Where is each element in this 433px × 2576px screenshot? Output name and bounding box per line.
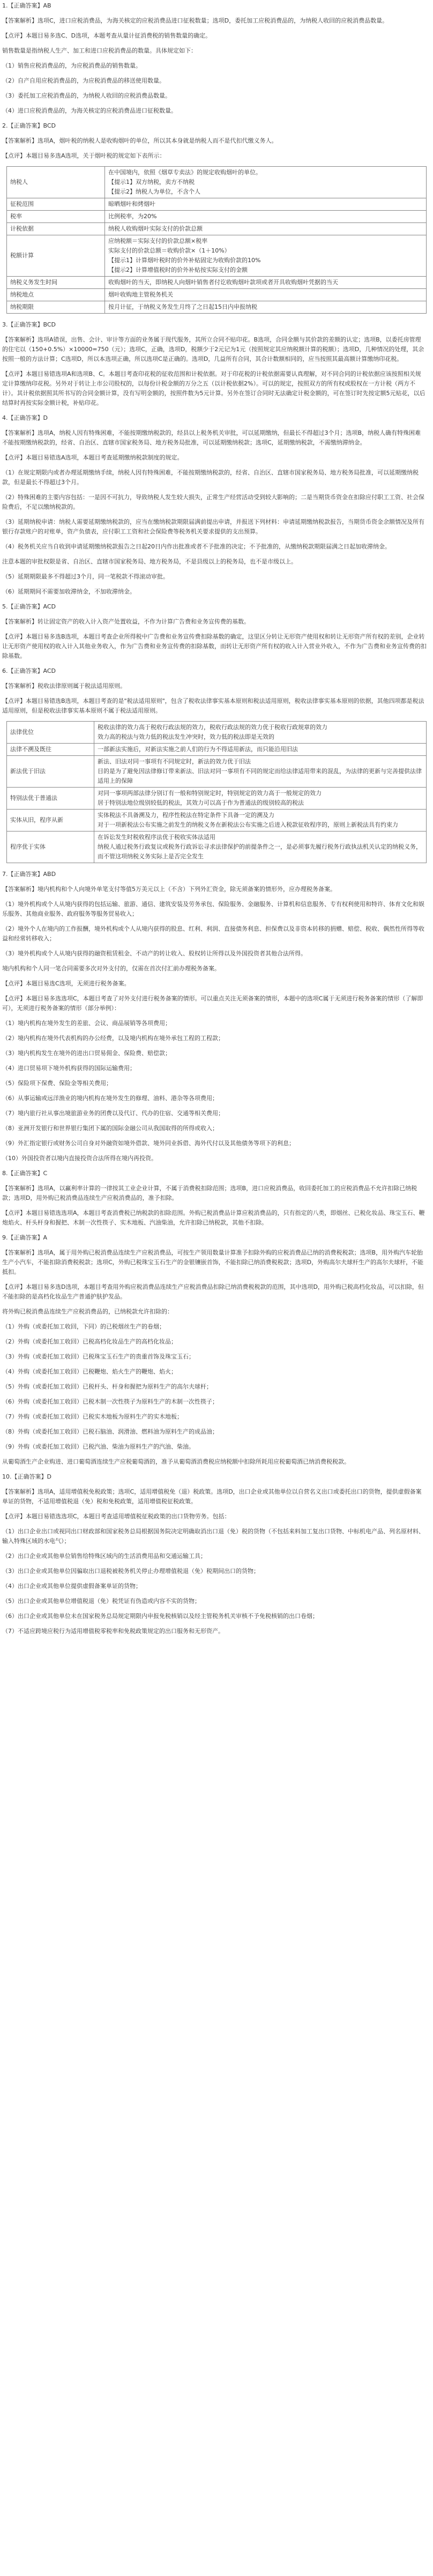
q3-answer: 3.【正确答案】BCD	[2, 321, 56, 328]
question-3	[2, 320, 427, 408]
cell-line: 比例税率，为20%	[108, 213, 157, 220]
row-content	[94, 722, 427, 744]
row-header: 新法优于旧法	[7, 756, 94, 788]
row-header: 纳税期限	[7, 301, 105, 314]
row-content	[94, 756, 427, 788]
row-header: 法律优位	[7, 722, 94, 744]
q8-analysis: 【答案解析】选项A，以赢利率计算的一律按其工业企业计算，不属于消费税扣除范围；选项B，进口应税消费品，收回委托加工的应税消费品不允许扣除已纳税款；选项D，用外购已税消费品连续生产应税消费品的，准予扣除。	[2, 1185, 417, 1201]
table-row	[7, 756, 427, 788]
q4-analysis: 【答案解析】选项A，纳税人因有特殊困难，不能按期缴纳税款的，经县以上税务机关审批，可以延期缴纳，但最长不得超过3个月；选项B，纳税人确有特殊困难不能按期缴纳税款的，经省、自治区、直辖市国家税务局、地方税务局批准，可以延期缴纳税款；选项C，延期缴纳税款，不需缴纳滞纳金。	[2, 429, 421, 446]
cell-line: 烟叶收购地主管税务机关	[108, 291, 173, 298]
q9-item: （8）外购（或委托加工收回）已税石脑油、润滑油、燃料油为原料生产的成品油；	[2, 1428, 218, 1435]
q7-item: （2）境内机构在境外代表机构的办公经费，以及境内机构在境外承包工程的工程款；	[2, 1035, 224, 1042]
cell-line: 【提示1】计算烟叶税时的价外补贴固定为收购价款的10%	[108, 257, 261, 264]
q1-item: （4）进口应税消费品的，为海关核定的应税消费品进口征税数量。	[2, 107, 177, 114]
q2-answer: 2.【正确答案】BCD	[2, 122, 56, 129]
row-header: 纳税义务发生时间	[7, 277, 105, 289]
row-content	[105, 198, 427, 211]
q7-item: （5）保险项下保费、保险金等相关费用；	[2, 1080, 112, 1087]
question-2	[2, 121, 427, 314]
tax-law-principles-table	[6, 721, 427, 863]
q7-item: （6）从事运输或远洋渔业的境内机构在境外发生的修理、油料、港杂等各项费用；	[2, 1095, 218, 1102]
question-8	[2, 1169, 427, 1228]
row-content	[94, 788, 427, 810]
q9-item: （5）外购（或委托加工收回）已税杆头、杆身和握把为原料生产的高尔夫球杆；	[2, 1383, 212, 1390]
cell-line: 对同一事项两部法律分别订有一般和特别规定时，特别规定的效力高于一般规定的效力	[98, 790, 322, 797]
row-content	[94, 744, 427, 756]
question-1	[2, 1, 427, 116]
row-header: 纳税地点	[7, 289, 105, 301]
q8-point: 【点评】本题目易错选选项A，本题目考查消费税已纳税款的扣除范围。外购已税消费品计算应税消费品的，只有指定的八类，即烟丝、已税化妆品、珠宝玉石、鞭炮焰火、杆头杆身和握把、木制一次性筷子、实木地板、汽油柴油，允许扣除已纳税款，其他不扣除。	[2, 1209, 425, 1226]
table-row	[7, 198, 427, 211]
q9-point-title: 【点评】本题目易多选D选项，本题目考查用外购应税消费品连续生产应税消费品扣除已纳消费税税款的范围，其中选项D，用外购已税高档化妆品，可以扣除，但不能扣除的是高档化妆品生产普通护肤护发品。	[2, 1283, 424, 1300]
cell-line: 新法、旧法对同一事项有不同规定时，新法的效力优于旧法	[98, 758, 251, 765]
q3-point: 【点评】本题目易错选项A和选项B、C。本题目考查印花税的征收范围和计税依据。对于印花税的计税依据需要认真理解，对不同合同的计税依据应该按照相关规定计算缴纳印花税。另外对于转让上市公司股权的，以每份计税金额的万分之五（以计税依据2%）。可以的规定，按照双方的所有权或股权在一方计税（两方不计）。其计税依据照其所书写的合同金额计算，没有写明金额的，按照件数为5元计算。另外在签订合同时无法确定计税金额的，可在签订时先按定额5元贴花，以后结算时再按实际金额计税，补贴印花。	[2, 370, 425, 406]
cell-line: 【提示1】双方纳税，卖方不纳税	[108, 179, 195, 185]
q4-note: （6）延期期间不需要加收滞纳金，不加收滞纳金。	[2, 588, 136, 595]
table-row	[7, 722, 427, 744]
table-row	[7, 277, 427, 289]
q10-item: （2）出口企业或其他单位销售给特殊区域内的生活消费用品和交通运输工具；	[2, 1553, 206, 1560]
q7-item: （7）境内旅行社从事出境旅游业务的团费以及代订、代办的住宿、交通等相关费用；	[2, 1110, 224, 1117]
q2-point-title: 【点评】本题目易多选A选项，关于烟叶税的规定如下表所示：	[2, 152, 166, 159]
q1-answer: 1.【正确答案】AB	[2, 2, 51, 9]
q10-item: （6）出口企业或其他单位未在国家税务总局规定期限内申报免税核销以及经主管税务机关审核不予免税核销的出口卷烟；	[2, 1613, 318, 1620]
cell-line: 实体税法不具备溯及力，程序性税法在特定条件下具备一定的溯及力	[98, 812, 274, 819]
q8-answer: 8.【正确答案】C	[2, 1170, 48, 1177]
table-row	[7, 301, 427, 314]
q4-item: （2）特殊困难的主要内容包括：一是因不可抗力，导致纳税人发生较大损失，正常生产经营活动受到较大影响的；二是当期货币资金在扣除应付职工工资、社会保险费后，不足以缴纳税款的。	[2, 494, 424, 510]
q1-intro: 销售数量是指纳税人生产、加工和进口应税消费品的数量。具体规定如下：	[2, 47, 197, 54]
q10-item: （5）出口企业或其他单位增值税退（免）税凭证有伪造或内容不实的货物；	[2, 1598, 200, 1605]
cell-line: 纳税人收购烟叶实际支付的价款总额	[108, 225, 203, 232]
q7-point: 【点评】本题目易多选选项C，本题目考查了对外支付进行税务备案的情形。可以重点关注无须备案的情形，本题中的选项C属于无须进行税务备案的情形（了解即可），无须进行税务备案的情形（部分举例）：	[2, 995, 423, 1012]
q9-item: （3）外购（或委托加工收回）已税珠宝玉石生产的贵重首饰及珠宝玉石；	[2, 1353, 195, 1360]
row-header: 特别法优于普通法	[7, 788, 94, 810]
row-header: 实体从旧，程序从新	[7, 810, 94, 832]
table-row	[7, 167, 427, 198]
q9-item: （7）外购（或委托加工收回）已税实木地板为原料生产的实木地板；	[2, 1413, 183, 1420]
q4-point-title: 【点评】本题目易错选A选项，本题目考查延期缴纳税款制度的规定。	[2, 454, 183, 461]
q9-answer: 9.【正确答案】A	[2, 1234, 48, 1241]
table-row	[7, 211, 427, 223]
cell-line: 目的是为了避免因法律修订带来新法、旧法对同一事项有不同的规定而给法律适用带来的混乱，为法律的更新与完善提供法律适用上的保障	[98, 768, 422, 784]
cell-line: 一部新法实施后，对新法实施之前人们的行为不得适用新法，而只能沿用旧法	[98, 746, 298, 753]
q10-analysis: 【答案解析】选项A，适用增值税免税政策；选项C，适用增值税免（退）税政策。选项D，出口企业或其他单位以自营名义出口或委托出口的货物，提供虚假备案单证的货物，不适用增值税退（免）税和免税政策，适用增值税征税政策。	[2, 1488, 422, 1505]
row-header: 纳税人	[7, 167, 105, 198]
q9-item: （1）外购（或委托加工收回，下同）的已税烟丝生产的卷烟；	[2, 1323, 165, 1330]
cell-line: 【提示2】纳税人为单位，不含个人	[108, 188, 200, 195]
row-header: 征税范围	[7, 198, 105, 211]
row-content	[105, 167, 427, 198]
q5-analysis: 【答案解析】转让固定资产的收入计入资产处置收益，不作为计算广告费和业务宣传费的基数。	[2, 618, 250, 625]
q4-note: （5）延期期限最多不得超过3个月，同一笔税款不得滚动审批。	[2, 573, 169, 580]
q10-item: （4）出口企业或其他单位提供虚假备案单证的货物；	[2, 1583, 141, 1590]
question-5	[2, 602, 427, 661]
row-content	[105, 211, 427, 223]
cell-line: 在诉讼发生时税收程序法优于税收实体法适用	[98, 834, 215, 841]
q10-item: （3）出口企业或其他单位因骗取出口退税被税务机关停止办理增值税退（免）税期间出口的货物；	[2, 1568, 259, 1575]
q7-point-title: 【点评】本题目易选C选项，无须进行税务备案。	[2, 980, 130, 987]
table-row	[7, 810, 427, 832]
q9-item: （6）外购（或委托加工收回）已税木制一次性筷子为原料生产的木制一次性筷子；	[2, 1398, 218, 1405]
q6-analysis: 【答案解析】税收法律原则属于税法适用原则。	[2, 682, 126, 689]
cell-line: 应纳税额＝实际支付的价款总额×税率	[108, 237, 208, 244]
q7-paragraph: （1）境外机构或个人从境内获得的包括运输、旅游、通信、建筑安装及劳务承包、保险服务、金融服务、计算机和信息服务、专有权利使用和特许、体育文化和娱乐服务、其他商业服务、政府服务等服务贸易收入；	[2, 901, 424, 917]
cell-line: 纳税人通过税务行政复议或税务行政诉讼寻求法律保护的前提条件之一，是必须事先履行税务行政执法机关认定的纳税义务，而不管这项纳税义务实际上是否完全发生	[98, 843, 422, 860]
q7-item: （4）进口贸易项下境外机构获得的国际运输费用；	[2, 1065, 136, 1072]
cell-line: 收购烟叶的当天，即纳税人向烟叶销售者付讫收购烟叶款项或者开具收购烟叶凭据的当天	[108, 279, 338, 286]
table-row	[7, 289, 427, 301]
q7-paragraph: （3）境外机构或个人从境内获得的融资租赁租金、不动产的转让收入、股权转让所得以及外国投资者其他合法所得。	[2, 950, 307, 957]
q7-item: （1）境内机构在境外发生的差旅、会议、商品展销等各项费用；	[2, 1020, 171, 1027]
q2-analysis: 【答案解析】选项A，烟叶税的纳税人是收购烟叶的单位，所以其本身就是纳税人而不是代扣代缴义务人。	[2, 137, 278, 144]
q1-item: （3）委托加工应税消费品的，为纳税人收回的应税消费品数量。	[2, 92, 171, 99]
row-content	[94, 810, 427, 832]
q9-item: （9）外购（或委托加工收回）已税汽油、柴油为原料生产的汽油、柴油。	[2, 1443, 195, 1450]
q10-item: （1）出口企业出口或视同出口财政部和国家税务总局根据国务院决定明确取消出口退（免）税的货物（不包括来料加工复出口货物、中标机电产品、列名原材料、输入特殊区域的水电气）；	[2, 1528, 424, 1545]
row-content	[94, 832, 427, 863]
row-header: 程序优于实体	[7, 832, 94, 863]
row-header: 税率	[7, 211, 105, 223]
row-header: 法律不溯及既往	[7, 744, 94, 756]
q5-answer: 5.【正确答案】ACD	[2, 603, 56, 610]
q7-analysis: 【答案解析】境内机构和个人向境外单笔支付等值5万美元以上（不含）下列外汇资金，除无须备案的情形外，应办理税务备案。	[2, 886, 336, 893]
cell-line: 效力高的税法与效力低的税法发生冲突时，效力低的税法即是无效的	[98, 733, 274, 740]
q7-item: （10）外国投资者以境内直接投资合法所得在境内再投资。	[2, 1155, 157, 1162]
question-6	[2, 666, 427, 863]
row-content	[105, 235, 427, 277]
cell-line: 对于一项新税法公布实施之前发生的纳税义务在新税法公布实施之后进入税款征收程序的，原则上新税法具有约束力	[98, 821, 398, 828]
cell-line: 实际支付的价款总额＝收购价款×（1＋10%）	[108, 247, 230, 254]
table-row	[7, 832, 427, 863]
question-7	[2, 870, 427, 1163]
q7-item: （8）亚洲开发银行和世界银行集团下属的国际金融公司从我国取得的所得或收入；	[2, 1125, 218, 1132]
cell-line: 按月计征，于纳税义务发生月终了之日起15日内申报纳税	[108, 303, 257, 310]
cell-line: 晾晒烟叶和烤烟叶	[108, 201, 155, 207]
q4-note: 注意本题的审批权限是省、自治区、直辖市国家税务局、地方税务局，不是县级以上的税务局，也不是市级以上。	[2, 558, 297, 565]
q9-intro: 将外购已税消费品连续生产应税消费品的，已纳税款允许扣除的：	[2, 1308, 173, 1315]
table-row	[7, 223, 427, 235]
q7-answer: 7.【正确答案】ABD	[2, 871, 56, 878]
tobacco-tax-table	[6, 166, 427, 314]
row-header: 计税依据	[7, 223, 105, 235]
q9-item: （4）外购（或委托加工收回）已税鞭炮、焰火生产的鞭炮、焰火；	[2, 1368, 177, 1375]
q9-analysis: 【答案解析】选项A，属于用外购已税消费品连续生产应税消费品，可按生产领用数量计算准予扣除外购的应税消费品已纳的消费税税款；选项B，用外购汽车轮胎生产小汽车，不能扣除消费税税款；选项C，外购已税珠宝玉石生产的金银镶嵌首饰，不能扣除已纳消费税税款；选项D，外购高尔夫球杆生产的高尔夫球杆，不能抵扣。	[2, 1249, 424, 1275]
row-content	[105, 301, 427, 314]
q10-answer: 10.【正确答案】D	[2, 1473, 51, 1480]
question-9	[2, 1233, 427, 1467]
q4-item: （4）税务机关应当自收到申请延期缴纳税款报告之日起20日内作出批准或者不予批准的决定；不予批准的，从缴纳税款期限届满之日起加收滞纳金。	[2, 543, 391, 550]
q1-analysis: 【答案解析】选项C，进口应税消费品，为海关核定的应税消费品进口征税数量；选项D，委托加工应税消费品的，为纳税人收回的应税消费品数量。	[2, 17, 389, 24]
table-row	[7, 235, 427, 277]
q4-item: （1）在规定期限内或者办理延期缴纳手续，纳税人因有特殊困难，不能按期缴纳税款的，经省、自治区、直辖市国家税务局、地方税务局批准，可以延期缴纳税款，但是最长不得超过3个月。	[2, 469, 419, 486]
q5-point: 【点评】本题目易多选B选项，本题目考查企业所得税中广告费和业务宣传费扣除基数的确定，这里区分转让无形资产使用权和转让无形资产所有权的差别，企业转让无形资产使用权的收入计入其他业务收入，作为广告费和业务宣传费的扣除基数，而转让无形资产所有权的收入计入营业外收入，不作为广告费和业务宣传费的扣除基数。	[2, 633, 427, 659]
q4-item: （3）延期纳税申请：纳税人需要延期缴纳税款的，应当在缴纳税款期限届满前提出申请，并报送下列材料：申请延期缴纳税款报告，当期货币资金余额情况及所有银行存款账户的对账单，资产负债表，应付职工工资和社会保险费等税务机关要求提供的支出预算。	[2, 518, 424, 535]
q9-note: 从葡萄酒生产企业购进、进口葡萄酒连续生产应税葡萄酒的，准予从葡萄酒消费税应纳税额中扣除所耗用应税葡萄酒已纳消费税税款。	[2, 1458, 350, 1465]
question-4	[2, 413, 427, 597]
q6-point-title: 【点评】本题目易错选B选项，本题目考查的是"税法适用原则"，包含了税收法律事实基本原则和税法适用原则，税收法律事实基本原则的依据，其他四项都是税法适用原则，但是税收法律事实基本原则不属于税法适用原则。	[2, 697, 424, 714]
row-content	[105, 223, 427, 235]
q1-point-title: 【点评】本题目易多选C、D选项，本题考查从量计征消费税的销售数量的确定。	[2, 32, 212, 39]
question-10	[2, 1472, 427, 1636]
q7-item: （3）境内机构发生在境外的进出口贸易佣金、保险费、赔偿款；	[2, 1050, 171, 1057]
q1-item: （2）自产自用应税消费品的，为应税消费品的移送使用数量。	[2, 77, 165, 84]
q4-answer: 4.【正确答案】D	[2, 414, 48, 421]
q7-paragraph: （2）境外个人在境内的工作报酬，境外机构或个人从境内获得的股息、红利、利润、直接债务利息、担保费以及非资本转移的捐赠、赔偿、税收、偶然性所得等收益和经常转移收入；	[2, 925, 424, 942]
q10-item: （7）不适应跨境应税行为适用增值税零税率和免税政策规定的出口服务和无形资产。	[2, 1628, 224, 1635]
q7-paragraph: 境内机构和个人同一笔合同需要多次对外支付的，仅需在首次付汇前办理税务备案。	[2, 965, 220, 972]
q6-answer: 6.【正确答案】ACD	[2, 667, 56, 674]
q10-point: 【点评】本题目易错选选项C，本题目考查适用增值税征税政策的出口货物劳务。包括：	[2, 1513, 230, 1520]
q1-item: （1）销售应税消费品的，为应税消费品的销售数量。	[2, 62, 141, 69]
cell-line: 居于特别法地位级别较低的税法，其效力可以高于作为普通法的级别较高的税法	[98, 799, 304, 806]
row-content	[105, 289, 427, 301]
row-content	[105, 277, 427, 289]
row-header: 税额计算	[7, 235, 105, 277]
table-row	[7, 744, 427, 756]
cell-line: 税收法律的效力高于税收行政法规的效力，税收行政法规的效力优于税收行政规章的效力	[98, 724, 327, 731]
q7-item: （9）外汇指定银行或财务公司自身对外融资如境外借款、境外同业拆借、海外代付以及其他债务等项下的利息；	[2, 1140, 295, 1147]
table-row	[7, 788, 427, 810]
q3-analysis: 【答案解析】选项A错误，出售、会计、审计等方面的业务属于现代服务，其所立合同不贴印花。B选项，合同金额与其价款的差额的认定；选项B，以委托房管理的住宅以（150+0.5%）×10000=750（元）；选项C，正确，选项D，税额少于2元记为1元（按照规定其应纳税额计算的税额）；选项D，几种情况的处理，其余按照一般的方法计算；C选项D，所以本选项正确，所以选项C是正确的。选项D，几益所有合同，其合计数额相同的，应当按照其最高额计算缴纳印花税。	[2, 336, 424, 362]
q9-item: （2）外购（或委托加工收回）已税高档化妆品生产的高档化妆品；	[2, 1338, 177, 1345]
cell-line: 在中国境内，依照《烟草专卖法》的规定收购烟叶的单位。	[108, 169, 262, 176]
cell-line: 【提示2】计算增值税时的价外补贴按实际支付的金额	[108, 266, 248, 273]
